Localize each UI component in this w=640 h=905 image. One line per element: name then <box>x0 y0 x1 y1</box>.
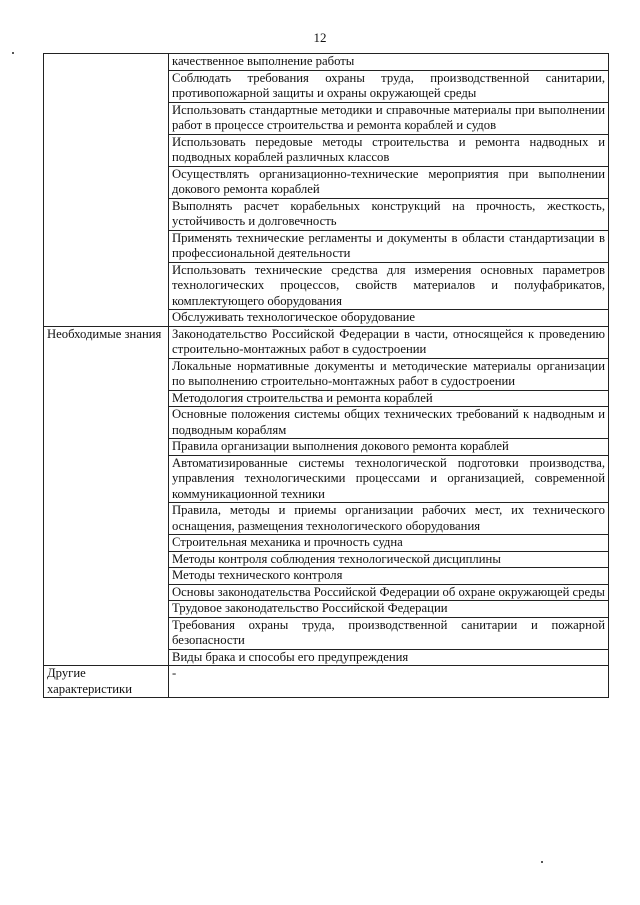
table-cell: Основы законодательства Российской Федерации об охране окружающей среды <box>169 584 609 601</box>
table-cell: Выполнять расчет корабельных конструкций на прочность, жесткость, устойчивость и долговечность <box>169 198 609 230</box>
table-cell: Обслуживать технологическое оборудование <box>169 310 609 327</box>
table-cell: Применять технические регламенты и документы в области стандартизации в профессиональной деятельности <box>169 230 609 262</box>
table-row <box>44 326 609 358</box>
table-cell: Локальные нормативные документы и методические материалы организации по выполнению строительно-монтажных работ в судостроении <box>169 358 609 390</box>
table-cell: Методология строительства и ремонта кораблей <box>169 390 609 407</box>
table-cell: Основные положения системы общих технических требований к надводным и подводным кораблям <box>169 407 609 439</box>
label-cell-other: Другие характеристики <box>44 666 169 698</box>
table-cell: Требования охраны труда, производственной санитарии и пожарной безопасности <box>169 617 609 649</box>
table-cell: Методы технического контроля <box>169 568 609 585</box>
label-cell-knowledge: Необходимые знания <box>44 326 169 666</box>
table-cell: Использовать стандартные методики и справочные материалы при выполнении работ в процессе строительства и ремонта кораблей и судов <box>169 102 609 134</box>
table-cell: Правила, методы и приемы организации рабочих мест, их технического оснащения, размещения технологического оборудования <box>169 503 609 535</box>
table-cell: - <box>169 666 609 698</box>
table-cell: Использовать передовые методы строительства и ремонта надводных и подводных кораблей различных классов <box>169 134 609 166</box>
table-cell: Автоматизированные системы технологической подготовки производства, управления технологическими процессами и организацией, современной коммуникационной техники <box>169 455 609 503</box>
table-cell: Виды брака и способы его предупреждения <box>169 649 609 666</box>
table-cell: качественное выполнение работы <box>169 54 609 71</box>
table-cell: Трудовое законодательство Российской Федерации <box>169 601 609 618</box>
label-cell-skills <box>44 54 169 327</box>
table-row <box>44 666 609 698</box>
table-cell: Соблюдать требования охраны труда, производственной санитарии, противопожарной защиты и охраны окружающей среды <box>169 70 609 102</box>
table-cell: Осуществлять организационно-технические мероприятия при выполнении докового ремонта кораблей <box>169 166 609 198</box>
qualification-table <box>43 53 609 698</box>
scan-mark <box>12 52 14 54</box>
scan-mark <box>541 861 543 863</box>
table-cell: Правила организации выполнения докового ремонта кораблей <box>169 439 609 456</box>
table-cell: Использовать технические средства для измерения основных параметров технологических процессов, свойств материалов и полуфабрикатов, комплектующего оборудования <box>169 262 609 310</box>
table-cell: Строительная механика и прочность судна <box>169 535 609 552</box>
table-cell: Законодательство Российской Федерации в части, относящейся к проведению строительно-монтажных работ в судостроении <box>169 326 609 358</box>
table-row <box>44 54 609 71</box>
table-cell: Методы контроля соблюдения технологической дисциплины <box>169 551 609 568</box>
page-number: 12 <box>313 30 327 45</box>
